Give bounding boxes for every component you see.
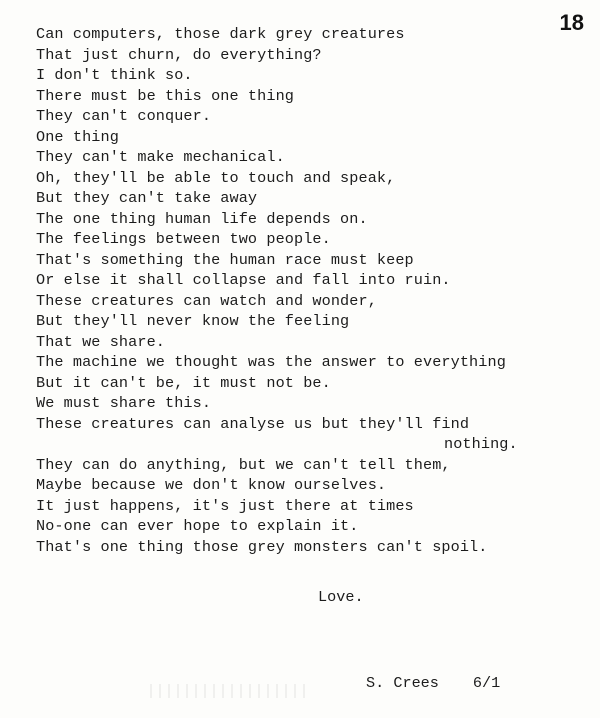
poem-line-continuation: nothing. bbox=[444, 435, 518, 453]
poem-line: There must be this one thing bbox=[36, 86, 294, 105]
poem-line: But they can't take away bbox=[36, 189, 258, 207]
signature bbox=[366, 674, 500, 692]
poem-line: It just happens, it's just there at times bbox=[36, 496, 414, 515]
page-number: 18 bbox=[559, 10, 584, 35]
poem-line: These creatures can analyse us but they'll find bbox=[36, 414, 470, 433]
poem-line: They can't conquer. bbox=[36, 107, 212, 125]
poem-line: Or else it shall collapse and fall into ruin. bbox=[36, 271, 451, 289]
closing-word: Love. bbox=[318, 588, 364, 606]
poem-line: They can do anything, but we can't tell them, bbox=[36, 455, 451, 474]
poem-line: Can computers, those dark grey creatures bbox=[36, 25, 405, 43]
poem-line: They can't make mechanical. bbox=[36, 148, 285, 166]
scan-noise bbox=[150, 684, 310, 698]
poem-line: One thing bbox=[36, 127, 119, 146]
poem-line: Oh, they'll be able to touch and speak, bbox=[36, 168, 396, 187]
poem-line: These creatures can watch and wonder, bbox=[36, 291, 377, 310]
poem-line: That's something the human race must keep bbox=[36, 250, 414, 269]
poem-line: But it can't be, it must not be. bbox=[36, 373, 331, 392]
poem-text bbox=[36, 24, 518, 557]
poem-line: That's one thing those grey monsters can't spoil. bbox=[36, 537, 488, 556]
poem-line: But they'll never know the feeling bbox=[36, 312, 350, 330]
poem-line: The machine we thought was the answer to everything bbox=[36, 353, 506, 371]
poem-line: The feelings between two people. bbox=[36, 230, 331, 248]
poem-line: We must share this. bbox=[36, 394, 212, 412]
signature-date: 6/1 bbox=[472, 674, 501, 692]
poem-line: The one thing human life depends on. bbox=[36, 209, 368, 228]
poem-line: I don't think so. bbox=[36, 66, 193, 84]
poem-line: No-one can ever hope to explain it. bbox=[36, 517, 359, 535]
poem-line: Maybe because we don't know ourselves. bbox=[36, 476, 387, 494]
poem-line: That we share. bbox=[36, 332, 165, 351]
signature-author: S. Crees bbox=[366, 674, 439, 692]
poem-line: That just churn, do everything? bbox=[36, 45, 322, 64]
